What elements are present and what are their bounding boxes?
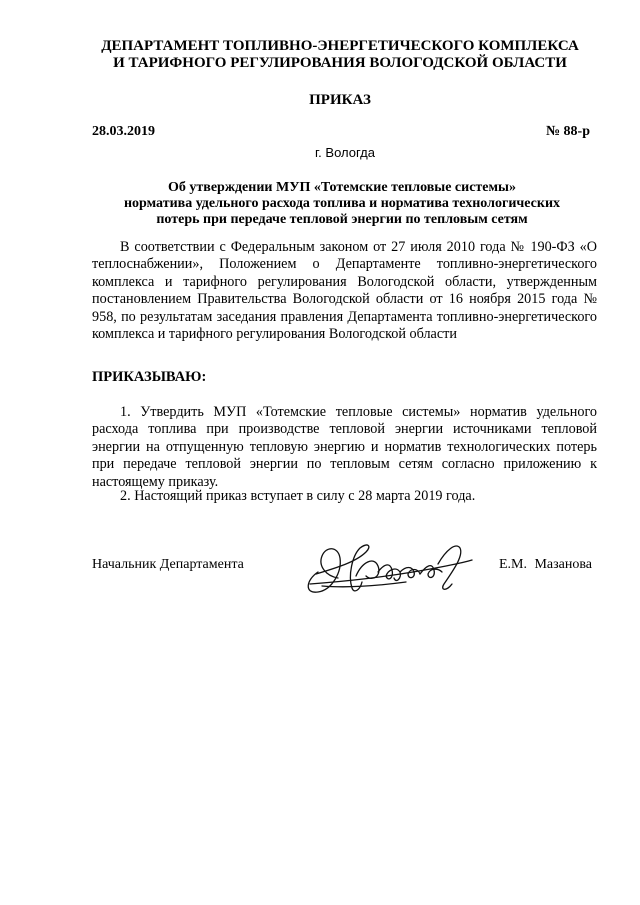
order-item-1 (92, 404, 597, 491)
department-header (60, 38, 620, 72)
signatory-position: Начальник Департамента (92, 557, 244, 572)
order-item-2 (92, 488, 597, 505)
preamble-text: В соответствии с Федеральным законом от 27 июля 2010 года № 190-ФЗ «О теплоснабжении», Положением о Департаменте топливно-энергетического комплекса и тарифного регулирования Вологодской области, утвержденным постановлением Правительства Вологодской области от 16 ноября 2015 года № 958, по результатам заседания правления Департамента топливно-энергетического комплекса и тарифного регулирования Вологодской области (92, 239, 597, 343)
handwritten-signature-icon (296, 532, 476, 602)
order-item-2-text: 2. Настоящий приказ вступает в силу с 28 марта 2019 года. (120, 488, 476, 504)
document-subject (92, 180, 592, 228)
document-type: ПРИКАЗ (309, 92, 371, 108)
subject-line-2: норматива удельного расхода топлива и норматива технологических (123, 196, 561, 211)
department-line-2: И ТАРИФНОГО РЕГУЛИРОВАНИЯ ВОЛОГОДСКОЙ ОБЛАСТИ (113, 55, 567, 71)
document-city: г. Вологда (315, 145, 375, 160)
preamble-paragraph (92, 239, 597, 343)
subject-line-3: потерь при передаче тепловой энергии по тепловым сетям (156, 212, 528, 227)
document-number: № 88-р (545, 124, 590, 139)
order-word: ПРИКАЗЫВАЮ: (92, 369, 207, 385)
order-item-1-text: 1. Утвердить МУП «Тотемские тепловые системы» норматив удельного расхода топлива при производстве тепловой энергии источниками тепловой энергии на отпущенную тепловую энергию и норматив технологических потерь при передаче тепловой энергии по тепловым сетям согласно приложению к настоящему приказу. (92, 404, 597, 490)
document-date: 28.03.2019 (92, 124, 155, 139)
signatory-name: Е.М. Мазанова (498, 557, 592, 572)
subject-line-1: Об утверждении МУП «Тотемские тепловые системы» (168, 180, 516, 195)
department-line-1: ДЕПАРТАМЕНТ ТОПЛИВНО-ЭНЕРГЕТИЧЕСКОГО КОМПЛЕКСА (101, 38, 579, 54)
